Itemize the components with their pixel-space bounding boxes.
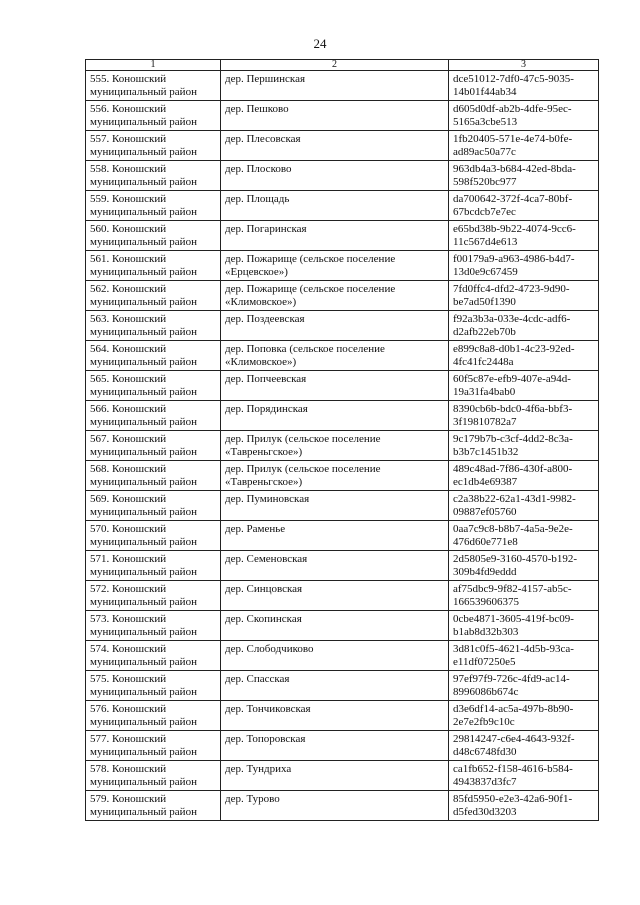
municipality-cell [86,311,221,341]
settlement-cell-line: дер. Пожарище (сельское поселение [225,253,396,265]
identifier-cell-line: 14b01f44ab34 [453,86,517,98]
municipality-cell [86,761,221,791]
table-row [86,311,599,341]
table-row [86,431,599,461]
municipality-cell-line: 576. Коношский [90,703,167,715]
settlement-cell-line: дер. Турово [225,793,280,805]
table-row [86,281,599,311]
municipality-cell [86,251,221,281]
identifier-cell-line: 8996086b674c [453,686,519,698]
settlement-cell [221,71,449,101]
identifier-cell-line: 4fc41fc2448a [453,356,514,368]
settlement-cell [221,731,449,761]
municipality-cell-line: муниципальный район [90,116,197,128]
settlement-cell [221,611,449,641]
municipality-cell [86,611,221,641]
municipality-cell [86,791,221,821]
municipality-cell-line: муниципальный район [90,86,197,98]
table-row [86,521,599,551]
identifier-cell [449,401,599,431]
identifier-cell-line: 3f19810782a7 [453,416,517,428]
table-row [86,371,599,401]
identifier-cell-line: 5165a3cbe513 [453,116,518,128]
settlement-cell-line: дер. Скопинская [225,613,302,625]
settlement-cell-line: дер. Погаринская [225,223,307,235]
settlement-cell-line: дер. Плосково [225,163,292,175]
identifier-cell [449,731,599,761]
settlement-cell-line: дер. Прилук (сельское поселение [225,433,381,445]
settlement-cell-line: «Ерцевское») [225,266,288,278]
identifier-cell-line: f92a3b3a-033e-4cdc-adf6- [453,313,571,325]
identifier-cell [449,311,599,341]
identifier-cell-line: 0aa7c9c8-b8b7-4a5a-9e2e- [453,523,573,535]
table-row [86,701,599,731]
municipality-cell [86,731,221,761]
identifier-cell [449,761,599,791]
settlement-cell-line: «Климовское») [225,356,297,368]
municipality-cell-line: муниципальный район [90,626,197,638]
identifier-cell-line: 2e7e2fb9c10c [453,716,515,728]
municipality-cell-line: 571. Коношский [90,553,167,565]
identifier-cell-line: 29814247-c6e4-4643-932f- [453,733,575,745]
municipality-cell [86,521,221,551]
identifier-cell-line: 489c48ad-7f86-430f-a800- [453,463,573,475]
municipality-cell-line: 562. Коношский [90,283,167,295]
municipality-cell-line: 568. Коношский [90,463,167,475]
municipality-cell-line: муниципальный район [90,386,197,398]
table-row [86,611,599,641]
settlement-cell-line: дер. Попчеевская [225,373,307,385]
settlement-cell-line: дер. Синцовская [225,583,303,595]
municipality-cell-line: муниципальный район [90,776,197,788]
identifier-cell-line: b3b7c1451b32 [453,446,519,458]
settlement-cell-line: дер. Топоровская [225,733,306,745]
table-row [86,731,599,761]
identifier-cell [449,581,599,611]
identifier-cell-line: e11df07250e5 [453,656,516,668]
settlement-cell-line: «Климовское») [225,296,297,308]
municipality-cell-line: 578. Коношский [90,763,167,775]
municipality-cell-line: муниципальный район [90,146,197,158]
municipality-cell [86,551,221,581]
table-row [86,191,599,221]
identifier-cell-line: af75dbc9-9f82-4157-ab5c- [453,583,572,595]
settlement-cell [221,371,449,401]
settlement-cell-line: дер. Спасская [225,673,290,685]
municipality-cell-line: муниципальный район [90,746,197,758]
table-row [86,581,599,611]
identifier-cell [449,701,599,731]
municipality-cell [86,431,221,461]
identifier-cell-line: 4943837d3fc7 [453,776,517,788]
settlement-cell-line: дер. Поповка (сельское поселение [225,343,385,355]
identifier-cell [449,521,599,551]
municipality-cell-line: 570. Коношский [90,523,167,535]
settlement-cell-line: дер. Тончиковская [225,703,311,715]
settlement-cell-line: дер. Пешково [225,103,289,115]
municipality-cell-line: 558. Коношский [90,163,167,175]
identifier-cell [449,281,599,311]
municipality-cell [86,71,221,101]
identifier-cell [449,671,599,701]
table-row [86,131,599,161]
table-row [86,551,599,581]
settlement-cell [221,521,449,551]
table-row [86,791,599,821]
page-number: 24 [313,36,327,51]
municipality-cell-line: 572. Коношский [90,583,167,595]
municipality-cell-line: 557. Коношский [90,133,167,145]
municipality-cell-line: муниципальный район [90,236,197,248]
municipality-cell-line: муниципальный район [90,446,197,458]
identifier-cell [449,371,599,401]
identifier-cell-line: 09887ef05760 [453,506,517,518]
municipality-cell [86,401,221,431]
municipality-cell-line: муниципальный район [90,266,197,278]
settlements-table [85,59,599,821]
municipality-cell [86,491,221,521]
identifier-cell-line: c2a38b22-62a1-43d1-9982- [453,493,576,505]
municipality-cell-line: 575. Коношский [90,673,167,685]
settlement-cell [221,641,449,671]
municipality-cell-line: муниципальный район [90,296,197,308]
settlement-cell [221,701,449,731]
table-row [86,161,599,191]
municipality-cell [86,461,221,491]
identifier-cell-line: 476d60e771e8 [453,536,518,548]
identifier-cell [449,131,599,161]
municipality-cell-line: муниципальный район [90,656,197,668]
settlement-cell-line: «Тавреньгское») [225,446,303,458]
settlement-cell [221,431,449,461]
municipality-cell-line: 564. Коношский [90,343,167,355]
identifier-cell-line: 3d81c0f5-4621-4d5b-93ca- [453,643,574,655]
identifier-cell [449,461,599,491]
table-row [86,491,599,521]
identifier-cell-line: 309b4fd9eddd [453,566,517,578]
municipality-cell-line: 561. Коношский [90,253,167,265]
column-header-1: 1 [86,60,221,71]
municipality-cell [86,671,221,701]
table-body [86,71,599,821]
identifier-cell [449,551,599,581]
identifier-cell-line: ec1db4e69387 [453,476,518,488]
identifier-cell-line: 97ef97f9-726c-4fd9-ac14- [453,673,570,685]
settlement-cell-line: дер. Семеновская [225,553,308,565]
municipality-cell-line: 573. Коношский [90,613,167,625]
settlement-cell-line: дер. Плесовская [225,133,301,145]
settlement-cell [221,131,449,161]
settlement-cell [221,251,449,281]
identifier-cell [449,161,599,191]
identifier-cell [449,491,599,521]
municipality-cell-line: 566. Коношский [90,403,167,415]
identifier-cell-line: 19a31fa4bab0 [453,386,516,398]
identifier-cell-line: 67bcdcb7e7ec [453,206,516,218]
table-header-row [86,60,599,71]
municipality-cell-line: муниципальный район [90,566,197,578]
identifier-cell-line: d3e6df14-ac5a-497b-8b90- [453,703,574,715]
table-row [86,671,599,701]
settlement-cell [221,161,449,191]
identifier-cell-line: d48c6748fd30 [453,746,517,758]
identifier-cell-line: 598f520bc977 [453,176,517,188]
settlement-cell [221,341,449,371]
settlement-cell [221,761,449,791]
table-row [86,341,599,371]
identifier-cell-line: d5fed30d3203 [453,806,517,818]
settlement-cell [221,791,449,821]
identifier-cell-line: 60f5c87e-efb9-407e-a94d- [453,373,571,385]
municipality-cell [86,221,221,251]
column-header-2: 2 [221,60,449,71]
identifier-cell [449,791,599,821]
municipality-cell-line: 577. Коношский [90,733,167,745]
settlement-cell-line: дер. Пожарище (сельское поселение [225,283,396,295]
identifier-cell-line: 9c179b7b-c3cf-4dd2-8c3a- [453,433,573,445]
identifier-cell-line: 13d0e9c67459 [453,266,518,278]
identifier-cell-line: dce51012-7df0-47c5-9035- [453,73,574,85]
municipality-cell-line: муниципальный район [90,326,197,338]
municipality-cell [86,701,221,731]
table-row [86,401,599,431]
identifier-cell [449,641,599,671]
municipality-cell [86,371,221,401]
column-header-3: 3 [449,60,599,71]
municipality-cell [86,341,221,371]
municipality-cell-line: муниципальный район [90,356,197,368]
settlement-cell-line: дер. Порядинская [225,403,308,415]
municipality-cell-line: муниципальный район [90,206,197,218]
municipality-cell [86,191,221,221]
municipality-cell [86,131,221,161]
municipality-cell-line: муниципальный район [90,686,197,698]
identifier-cell [449,611,599,641]
settlement-cell [221,671,449,701]
identifier-cell-line: 7fd0ffc4-dfd2-4723-9d90- [453,283,570,295]
identifier-cell-line: 11c567d4e613 [453,236,518,248]
municipality-cell-line: муниципальный район [90,806,197,818]
municipality-cell-line: 556. Коношский [90,103,167,115]
municipality-cell-line: муниципальный район [90,176,197,188]
identifier-cell-line: ad89ac50a77c [453,146,516,158]
settlement-cell [221,191,449,221]
municipality-cell-line: 559. Коношский [90,193,167,205]
municipality-cell [86,281,221,311]
identifier-cell-line: da700642-372f-4ca7-80bf- [453,193,573,205]
table-row [86,71,599,101]
identifier-cell-line: ca1fb652-f158-4616-b584- [453,763,573,775]
identifier-cell-line: 2d5805e9-3160-4570-b192- [453,553,578,565]
identifier-cell [449,221,599,251]
municipality-cell-line: 563. Коношский [90,313,167,325]
municipality-cell [86,581,221,611]
table-row [86,761,599,791]
municipality-cell-line: 565. Коношский [90,373,167,385]
municipality-cell [86,101,221,131]
identifier-cell-line: 1fb20405-571e-4e74-b0fe- [453,133,573,145]
table-row [86,101,599,131]
identifier-cell [449,101,599,131]
settlement-cell-line: «Тавреньгское») [225,476,303,488]
settlement-cell-line: дер. Прилук (сельское поселение [225,463,381,475]
municipality-cell [86,641,221,671]
settlement-cell [221,491,449,521]
settlement-cell-line: дер. Пуминовская [225,493,310,505]
table-row [86,221,599,251]
settlement-cell [221,101,449,131]
municipality-cell-line: муниципальный район [90,416,197,428]
settlement-cell-line: дер. Слободчиково [225,643,314,655]
identifier-cell-line: d2afb22eb70b [453,326,516,338]
municipality-cell-line: муниципальный район [90,716,197,728]
table-row [86,641,599,671]
municipality-cell-line: 579. Коношский [90,793,167,805]
municipality-cell-line: муниципальный район [90,536,197,548]
identifier-cell-line: f00179a9-a963-4986-b4d7- [453,253,575,265]
municipality-cell [86,161,221,191]
settlement-cell-line: дер. Тундриха [225,763,292,775]
identifier-cell-line: d605d0df-ab2b-4dfe-95ec- [453,103,572,115]
settlement-cell [221,311,449,341]
identifier-cell [449,71,599,101]
settlement-cell-line: дер. Раменье [225,523,286,535]
settlement-cell-line: дер. Площадь [225,193,290,205]
settlement-cell-line: дер. Першинская [225,73,306,85]
municipality-cell-line: 555. Коношский [90,73,167,85]
settlement-cell [221,221,449,251]
identifier-cell-line: 166539606375 [453,596,519,608]
table-row [86,251,599,281]
municipality-cell-line: муниципальный район [90,476,197,488]
settlement-cell [221,401,449,431]
identifier-cell-line: 0cbe4871-3605-419f-bc09- [453,613,574,625]
settlement-cell [221,551,449,581]
settlement-cell [221,581,449,611]
identifier-cell-line: 8390cb6b-bdc0-4f6a-bbf3- [453,403,573,415]
municipality-cell-line: муниципальный район [90,596,197,608]
settlement-cell [221,281,449,311]
municipality-cell-line: 574. Коношский [90,643,167,655]
municipality-cell-line: 560. Коношский [90,223,167,235]
identifier-cell-line: e899c8a8-d0b1-4c23-92ed- [453,343,575,355]
settlement-cell-line: дер. Поздеевская [225,313,305,325]
identifier-cell [449,191,599,221]
municipality-cell-line: муниципальный район [90,506,197,518]
identifier-cell-line: be7ad50f1390 [453,296,516,308]
identifier-cell-line: 85fd5950-e2e3-42a6-90f1- [453,793,573,805]
identifier-cell [449,251,599,281]
municipality-cell-line: 569. Коношский [90,493,167,505]
identifier-cell-line: 963db4a3-b684-42ed-8bda- [453,163,576,175]
identifier-cell-line: e65bd38b-9b22-4074-9cc6- [453,223,576,235]
municipality-cell-line: 567. Коношский [90,433,167,445]
identifier-cell [449,431,599,461]
table-row [86,461,599,491]
settlement-cell [221,461,449,491]
identifier-cell [449,341,599,371]
identifier-cell-line: b1ab8d32b303 [453,626,519,638]
